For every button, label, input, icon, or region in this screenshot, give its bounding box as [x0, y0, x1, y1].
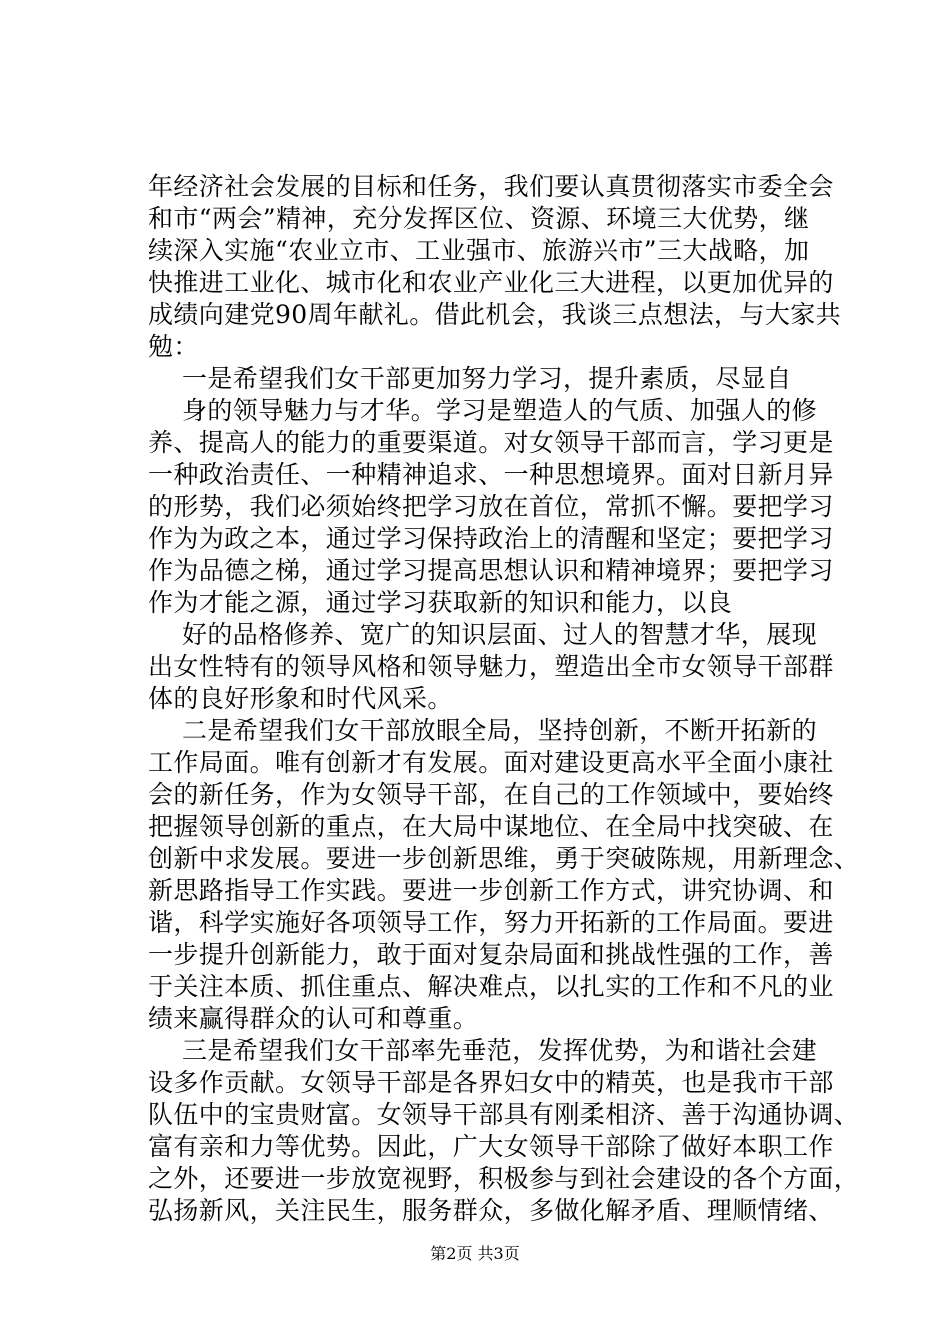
text-line: 三是希望我们女干部率先垂范，发挥优势，为和谐社会建 — [182, 1036, 818, 1065]
text-line: 一步提升创新能力，敢于面对复杂局面和挑战性强的工作，善 — [148, 940, 834, 969]
text-line: 成绩向建党90周年献礼。借此机会，我谈三点想法，与大家共 — [148, 300, 842, 329]
text-line: 设多作贡献。女领导干部是各界妇女中的精英，也是我市干部 — [148, 1068, 834, 1097]
text-line: 作为才能之源，通过学习获取新的知识和能力，以良 — [148, 588, 733, 617]
text-line: 勉： — [148, 332, 199, 361]
text-line: 好的品格修养、宽广的知识层面、过人的智慧才华，展现 — [182, 620, 818, 649]
text-line: 之外，还要进一步放宽视野，积极参与到社会建设的各个方面， — [148, 1164, 860, 1193]
text-line: 绩来赢得群众的认可和尊重。 — [148, 1004, 479, 1033]
text-line: 体的良好形象和时代风采。 — [148, 684, 453, 713]
text-line: 谐，科学实施好各项领导工作，努力开拓新的工作局面。要进 — [148, 908, 834, 937]
text-line: 的形势，我们必须始终把学习放在首位，常抓不懈。要把学习 — [148, 492, 834, 521]
text-line: 续深入实施“农业立市、工业强市、旅游兴市”三大战略，加 — [148, 236, 810, 265]
text-line: 新思路指导工作实践。要进一步创新工作方式，讲究协调、和 — [148, 876, 834, 905]
text-line: 弘扬新风，关注民生，服务群众，多做化解矛盾、理顺情绪、 — [148, 1196, 834, 1225]
text-line: 出女性特有的领导风格和领导魅力，塑造出全市女领导干部群 — [148, 652, 834, 681]
text-line: 身的领导魅力与才华。学习是塑造人的气质、加强人的修 — [182, 396, 818, 425]
text-line: 养、提高人的能力的重要渠道。对女领导干部而言，学习更是 — [148, 428, 834, 457]
text-line: 和市“两会”精神，充分发挥区位、资源、环境三大优势，继 — [148, 204, 810, 233]
text-line: 队伍中的宝贵财富。女领导干部具有刚柔相济、善于沟通协调、 — [148, 1100, 860, 1129]
page-number-footer: 第2页 共3页 — [430, 1244, 520, 1263]
text-line: 创新中求发展。要进一步创新思维，勇于突破陈规，用新理念、 — [148, 844, 860, 873]
text-line: 会的新任务，作为女领导干部，在自己的工作领域中，要始终 — [148, 780, 834, 809]
text-line: 年经济社会发展的目标和任务，我们要认真贯彻落实市委全会 — [148, 172, 834, 201]
text-line: 作为品德之梯，通过学习提高思想认识和精神境界；要把学习 — [148, 556, 834, 585]
text-line: 工作局面。唯有创新才有发展。面对建设更高水平全面小康社 — [148, 748, 834, 777]
text-line: 快推进工业化、城市化和农业产业化三大进程，以更加优异的 — [148, 268, 834, 297]
text-line: 把握领导创新的重点，在大局中谋地位、在全局中找突破、在 — [148, 812, 834, 841]
text-line: 于关注本质、抓住重点、解决难点，以扎实的工作和不凡的业 — [148, 972, 834, 1001]
text-line: 富有亲和力等优势。因此，广大女领导干部除了做好本职工作 — [148, 1132, 834, 1161]
text-line: 一种政治责任、一种精神追求、一种思想境界。面对日新月异 — [148, 460, 834, 489]
text-line: 一是希望我们女干部更加努力学习，提升素质，尽显自 — [182, 364, 792, 393]
text-line: 作为为政之本，通过学习保持政治上的清醒和坚定；要把学习 — [148, 524, 834, 553]
text-line: 二是希望我们女干部放眼全局，坚持创新，不断开拓新的 — [182, 716, 818, 745]
